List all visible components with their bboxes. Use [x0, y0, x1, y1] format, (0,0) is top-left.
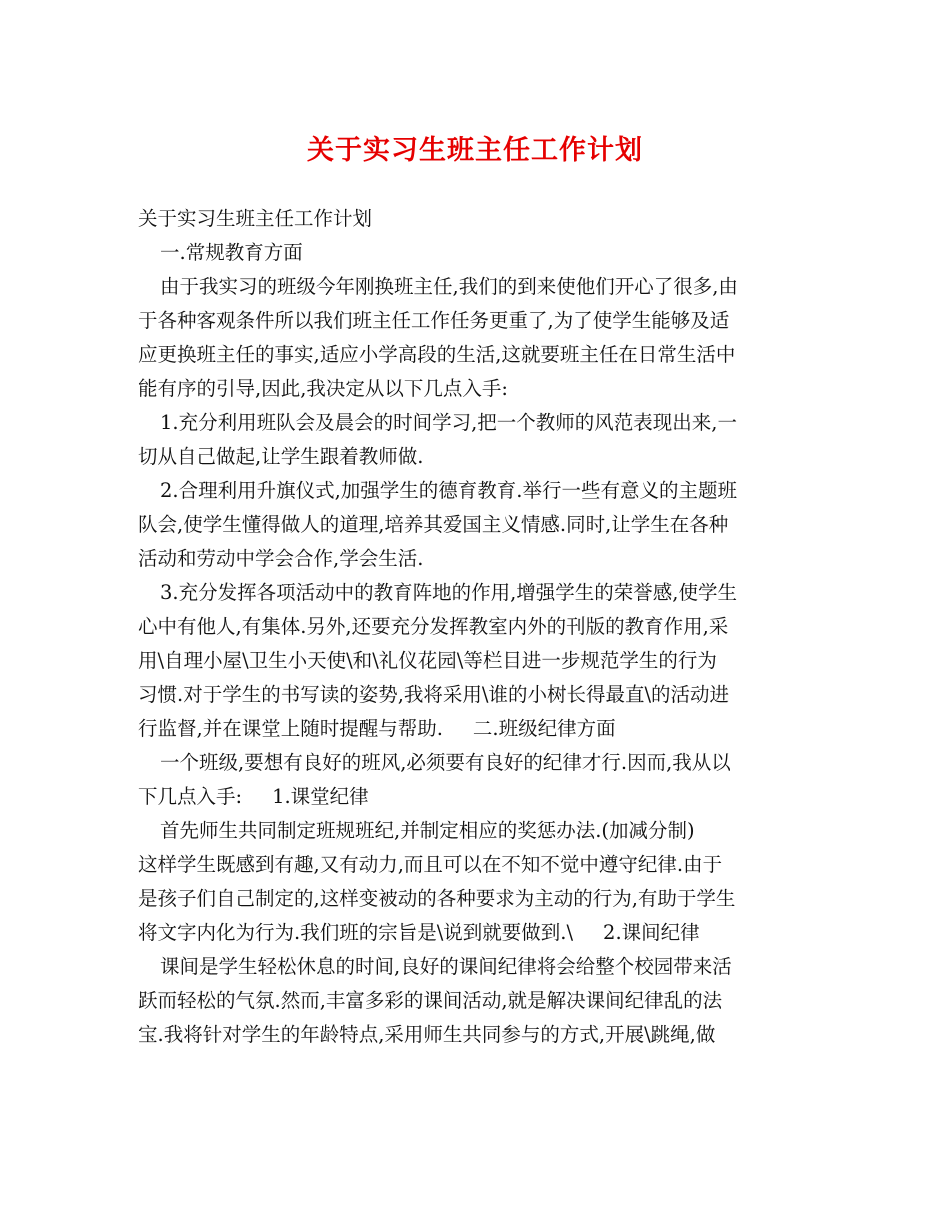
paragraph-line: 于各种客观条件所以我们班主任工作任务更重了,为了使学生能够及适	[138, 309, 730, 332]
paragraph-text: 将文字内化为行为.我们班的宗旨是\说到就要做到.\	[138, 921, 574, 944]
list-item-line: 习惯.对于学生的书写读的姿势,我将采用\谁的小树长得最直\的活动进	[138, 683, 730, 706]
document-title: 关于实习生班主任工作计划	[307, 135, 643, 166]
subheading-classroom: 1.课堂纪律	[272, 785, 369, 808]
paragraph-line: 是孩子们自己制定的,这样变被动的各种要求为主动的行为,有助于学生	[138, 887, 736, 910]
paragraph-line: 一个班级,要想有良好的班风,必须要有良好的纪律才行.因而,我从以	[160, 751, 731, 774]
list-item-line: 切从自己做起,让学生跟着教师做.	[138, 445, 424, 468]
list-item-line: 活动和劳动中学会合作,学会生活.	[138, 547, 424, 570]
paragraph-line: 由于我实习的班级今年刚换班主任,我们的到来使他们开心了很多,由	[160, 275, 738, 298]
list-item-line: 1.充分利用班队会及晨会的时间学习,把一个教师的风范表现出来,一	[160, 411, 738, 434]
paragraph-line: 应更换班主任的事实,适应小学高段的生活,这就要班主任在日常生活中	[138, 343, 736, 366]
paragraph-text: 下几点入手:	[138, 785, 243, 808]
list-item-line: 3.充分发挥各项活动中的教育阵地的作用,增强学生的荣誉感,使学生	[160, 581, 738, 604]
list-item-line: 心中有他人,有集体.另外,还要充分发挥教室内外的刊版的教育作用,采	[138, 615, 729, 638]
body-line-heading: 关于实习生班主任工作计划	[138, 207, 373, 230]
paragraph-line: 课间是学生轻松休息的时间,良好的课间纪律将会给整个校园带来活	[160, 955, 732, 978]
paragraph-line: 宝.我将针对学生的年龄特点,采用师生共同参与的方式,开展\跳绳,做	[138, 1023, 716, 1046]
list-item-line: 队会,使学生懂得做人的道理,培养其爱国主义情感.同时,让学生在各种	[138, 513, 729, 536]
section-heading-routine: 一.常规教育方面	[160, 241, 303, 264]
mixed-line	[138, 780, 818, 814]
paragraph-line: 这样学生既感到有趣,又有动力,而且可以在不知不觉中遵守纪律.由于	[138, 853, 723, 876]
mixed-line	[138, 712, 818, 746]
list-item-text: 行监督,并在课堂上随时提醒与帮助.	[138, 717, 443, 740]
paragraph-line: 首先师生共同制定班规班纪,并制定相应的奖惩办法.(加减分制)	[160, 819, 695, 842]
paragraph-line: 能有序的引导,因此,我决定从以下几点入手:	[138, 377, 508, 400]
document-body	[138, 202, 818, 1052]
mixed-line	[138, 916, 818, 950]
list-item-line: 用\自理小屋\卫生小天使\和\礼仪花园\等栏目进一步规范学生的行为	[138, 649, 717, 672]
list-item-line: 2.合理利用升旗仪式,加强学生的德育教育.举行一些有意义的主题班	[160, 479, 738, 502]
paragraph-line: 跃而轻松的气氛.然而,丰富多彩的课间活动,就是解决课间纪律乱的法	[138, 989, 723, 1012]
subheading-recess: 2.课间纪律	[603, 921, 700, 944]
section-heading-discipline: 二.班级纪律方面	[472, 717, 616, 740]
